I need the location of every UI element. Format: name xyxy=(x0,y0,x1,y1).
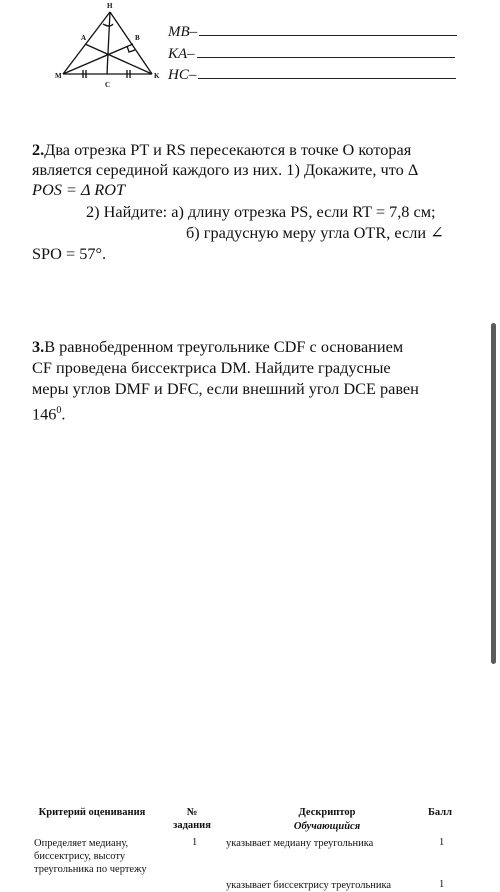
task2-text-1: Два отрезка PT и RS пересекаются в точке O которая xyxy=(44,140,412,159)
row1-score: 1 xyxy=(439,837,445,848)
task2-line6: SPO = 57°. xyxy=(32,244,107,263)
task3-line1 xyxy=(32,337,403,356)
task2-line2: является серединой каждого из них. 1) Докажите, что Δ xyxy=(32,160,419,179)
header-student: Обучающийся xyxy=(293,821,361,832)
task3-end-period: . xyxy=(61,404,66,424)
task3-degree-sup: 0 xyxy=(56,405,62,416)
vertex-label-h: H xyxy=(107,2,113,10)
task2-line1 xyxy=(32,140,411,159)
task2-line4: 2) Найдите: а) длину отрезка PS, если RT = 7,8 см; xyxy=(86,202,436,221)
task3-line4 xyxy=(32,401,66,423)
answer-line-mb xyxy=(168,22,457,41)
task3-text-1: В равнобедренном треугольнике CDF с основанием xyxy=(44,337,404,356)
row1-descriptor: указывает медиану треугольника xyxy=(226,838,374,849)
answer-line-ka xyxy=(168,44,455,63)
row2-descriptor: указывает биссектрису треугольника xyxy=(226,880,392,891)
task3-angle-value: 146 xyxy=(32,404,57,424)
vertex-label-b: B xyxy=(135,34,140,42)
task3-number: 3. xyxy=(32,337,45,356)
row1-criterion: Определяет медиану, биссектрису, высоту треугольника по чертежу xyxy=(34,838,147,875)
vertex-label-c: C xyxy=(105,81,111,89)
header-descriptor: Дескриптор xyxy=(298,807,356,818)
header-criterion: Критерий оценивания xyxy=(38,807,146,818)
row1-task: 1 xyxy=(192,837,198,848)
answer-label-hc: HC– xyxy=(168,67,197,83)
task3-line3: меры углов DMF и DFC, если внешний угол DCE равен xyxy=(32,379,419,398)
task2-number: 2. xyxy=(32,140,45,159)
row2-score: 1 xyxy=(439,879,445,890)
answer-label-ka: KA– xyxy=(168,46,195,62)
answer-line-hc xyxy=(168,65,456,84)
header-task-number: № задания xyxy=(173,807,211,831)
vertex-label-m: M xyxy=(55,72,62,80)
answer-label-mb: MB– xyxy=(168,24,198,40)
task2-line3: POS = Δ ROT xyxy=(32,180,126,199)
task3-line2: CF проведена биссектриса DM. Найдите градусные xyxy=(32,358,391,377)
vertex-label-k: K xyxy=(154,72,160,80)
vertex-label-a: A xyxy=(81,34,87,42)
vertical-scrollbar[interactable] xyxy=(491,323,496,664)
header-score: Балл xyxy=(427,807,453,818)
triangle-figure xyxy=(55,0,165,95)
task2-line5: б) градусную меру угла OTR, если ∠ xyxy=(186,223,444,242)
